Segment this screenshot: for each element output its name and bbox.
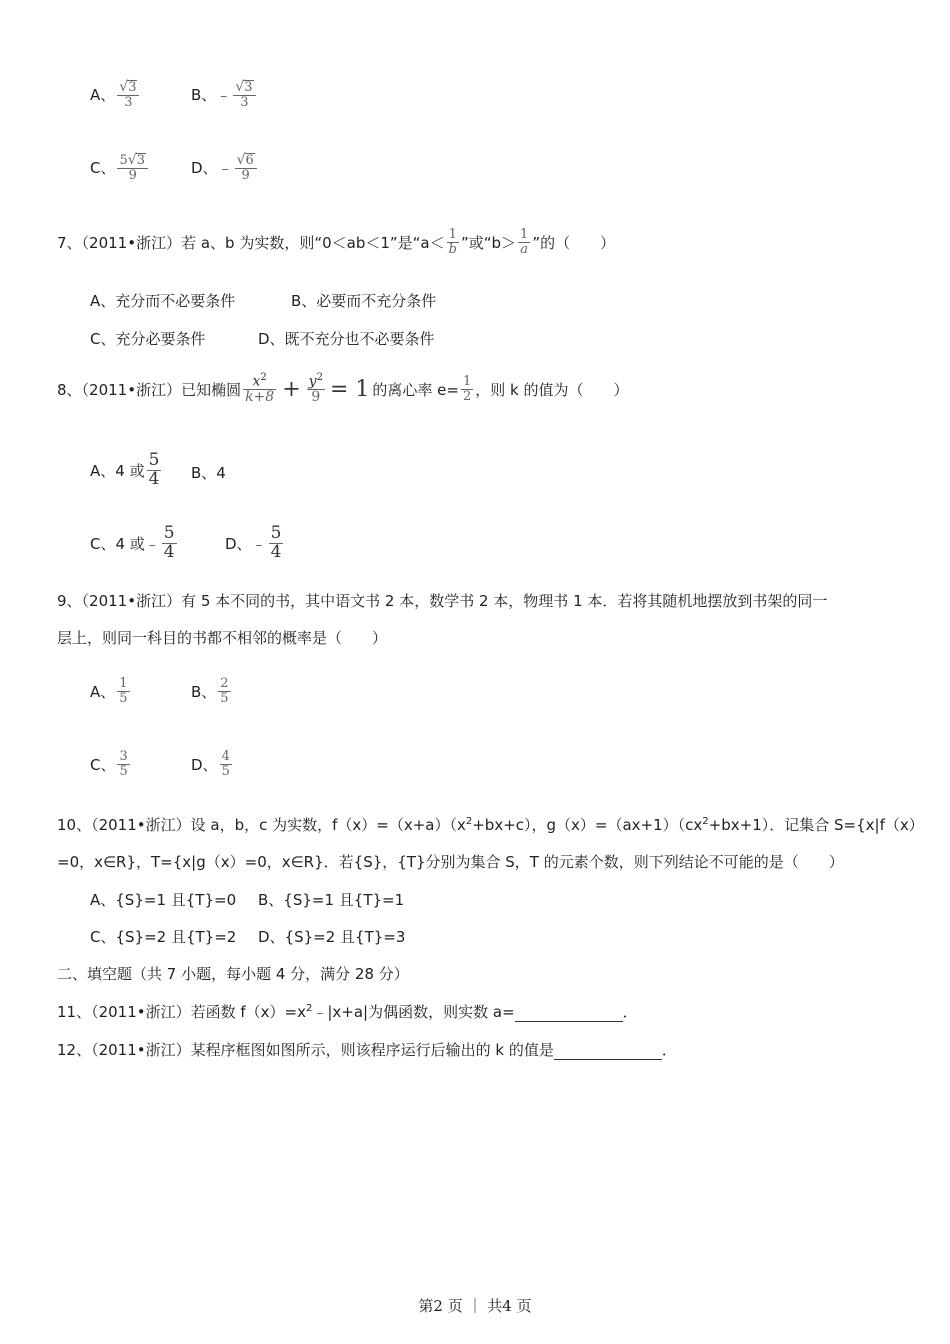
q6-option-d: D、 ﹣ √ 6 9 xyxy=(191,153,259,182)
q9-c-fraction: $\frac{3}{5}$ xyxy=(119,749,128,779)
q10-question-line-2: =0，x∈R}，T={x|g（x）=0，x∈R}．若{S}，{T}分别为集合 S，T 的元素个数，则下列结论不可能的是（ ） xyxy=(57,853,844,871)
q10-option-b: B、{S}=1 且{T}=1 xyxy=(258,891,405,909)
q10-question-line-1: 10、（2011•浙江）设 a，b，c 为实数，$f(x)=(x+a)(x^2+bx+c)$，$g(x)=(ax+1)(cx^2+bx+1)$．记集合 S={x|f（x） xyxy=(57,816,924,834)
q8-option-a: A、4 或 $\frac{5}{4}$ xyxy=(90,450,160,489)
q7-option-a: A、充分而不必要条件 xyxy=(90,292,236,310)
q8-ellipse-y-term: $\frac{y^2}{9}$ xyxy=(308,372,323,406)
q8-option-b: B、4 xyxy=(191,464,226,482)
q8-question: 8、（2011•浙江）已知椭圆 $\frac{x^2}{k+8}$ + $\frac{y^2}{9}$ = 1 的离心率 e= $\frac{1}{2}$ ，则 k 的值为（ ） xyxy=(57,372,629,406)
q9-question-line-1: 9、（2011•浙江）有 5 本不同的书，其中语文书 2 本，数学书 2 本，物理书 1 本．若将其随机地摆放到书架的同一 xyxy=(57,592,828,610)
q6-option-a: A、 √ 3 3 xyxy=(90,80,141,109)
q9-b-fraction: $\frac{2}{5}$ xyxy=(220,676,229,706)
q10-option-a: A、{S}=1 且{T}=0 xyxy=(90,891,237,909)
q7-option-c: C、充分必要条件 xyxy=(90,330,206,348)
q8-a-fraction: $\frac{5}{4}$ xyxy=(148,450,160,489)
q6-b-fraction: √ 3 3 xyxy=(233,80,255,109)
q12-answer-blank[interactable] xyxy=(554,1043,662,1060)
q9-question-line-2: 层上，则同一科目的书都不相邻的概率是（ ） xyxy=(57,629,388,647)
q6-d-fraction: √ 6 9 xyxy=(235,153,257,182)
q6-option-c: C、 5 √ 3 9 xyxy=(90,153,150,182)
q9-option-d: D、 $\frac{4}{5}$ xyxy=(191,749,230,779)
q8-option-c: C、4 或﹣ $\frac{5}{4}$ xyxy=(90,523,175,562)
q8-option-d: D、﹣ $\frac{5}{4}$ xyxy=(225,523,282,562)
page-footer: 第2 页 ｜ 共4 页 xyxy=(418,1297,532,1315)
q11-question: 11、（2011•浙江）若函数 $f(x)=x^2﹣|x+a|$为偶函数，则实数 a= ． xyxy=(57,1003,638,1021)
q9-d-fraction: $\frac{4}{5}$ xyxy=(221,749,230,779)
q9-option-c: C、 $\frac{3}{5}$ xyxy=(90,749,128,779)
q10-option-d: D、{S}=2 且{T}=3 xyxy=(258,928,406,946)
q7-fraction-1-over-a: $\frac{1}{a}$ xyxy=(520,227,529,257)
q8-ellipse-x-term: $\frac{x^2}{k+8}$ xyxy=(245,372,275,406)
q7-option-b: B、必要而不充分条件 xyxy=(291,292,437,310)
q6-a-fraction: √ 3 3 xyxy=(117,80,139,109)
q6-c-fraction: 5 √ 3 9 xyxy=(117,153,147,182)
q7-fraction-1-over-b: $\frac{1}{b}$ xyxy=(448,227,457,257)
q11-answer-blank[interactable] xyxy=(515,1005,623,1022)
q10-option-c: C、{S}=2 且{T}=2 xyxy=(90,928,237,946)
q9-option-a: A、 $\frac{1}{5}$ xyxy=(90,676,128,706)
q8-eccentricity-fraction: $\frac{1}{2}$ xyxy=(462,373,472,404)
q6-option-b: B、 ﹣ √ 3 3 xyxy=(191,80,258,109)
q8-c-fraction: $\frac{5}{4}$ xyxy=(163,523,175,562)
q7-option-d: D、既不充分也不必要条件 xyxy=(258,330,435,348)
q9-a-fraction: $\frac{1}{5}$ xyxy=(119,676,128,706)
q8-d-fraction: $\frac{5}{4}$ xyxy=(270,523,282,562)
section-heading-fill-in: 二、填空题（共 7 小题，每小题 4 分，满分 28 分） xyxy=(57,965,409,983)
q7-question: 7、（2011•浙江）若 a、b 为实数，则“0＜ab＜1”是“a＜ $\frac{1}{b}$ ”或“b＞ $\frac{1}{a}$ ”的（ ） xyxy=(57,227,616,257)
q12-question: 12、（2011•浙江）某程序框图如图所示，则该程序运行后输出的 k 的值是 ． xyxy=(57,1041,677,1059)
q9-option-b: B、 $\frac{2}{5}$ xyxy=(191,676,229,706)
